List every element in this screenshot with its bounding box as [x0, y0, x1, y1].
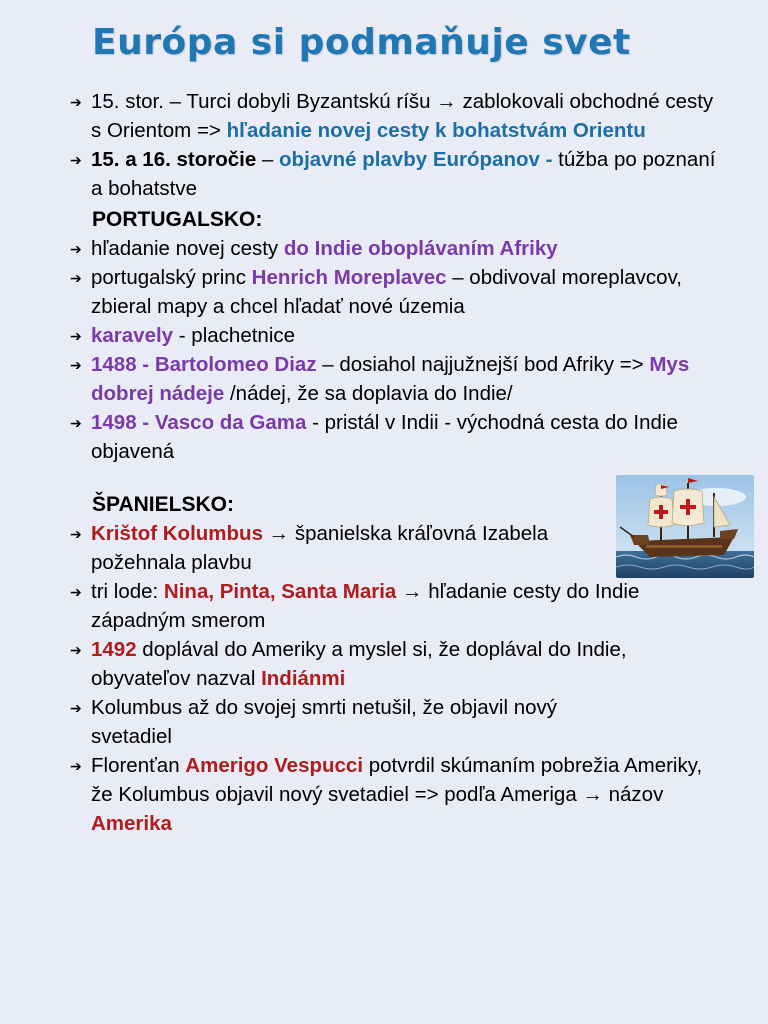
bullet-arrow-icon: ➔ [70, 415, 82, 431]
arrow-icon: → [582, 783, 603, 806]
text: túžba po poznaní a bohatstve [91, 148, 716, 200]
highlight: 1498 - Vasco da Gama [91, 411, 307, 434]
list-item [0, 263, 716, 321]
text: – obdivoval moreplavcov, zbieral mapy a chcel hľadať nové územia [91, 266, 682, 318]
text: – [256, 148, 280, 171]
highlight: Amerika [91, 812, 172, 835]
arrow-icon: → [436, 90, 457, 113]
highlight: 1488 - Bartolomeo Diaz [91, 353, 317, 376]
highlight: objavné plavby Európanov - [279, 148, 553, 171]
highlight: hľadanie novej cesty k bohatstvám Orientu [226, 119, 646, 142]
bullet-arrow-icon: ➔ [70, 241, 82, 257]
text: hľadanie cesty do Indie západným smerom [91, 580, 640, 632]
highlight: Amerigo Vespucci [185, 754, 364, 777]
bullet-arrow-icon: ➔ [70, 94, 82, 110]
bullet-arrow-icon: ➔ [70, 270, 82, 286]
list-item [0, 350, 716, 408]
text: španielska kráľovná Izabela požehnala plavbu [91, 522, 549, 574]
list-item [0, 408, 716, 466]
text: Kolumbus až do svojej smrti netušil, že objavil nový svetadiel [91, 696, 558, 748]
highlight: karavely [91, 324, 174, 347]
arrow-icon: → [402, 580, 423, 603]
text: – dosiahol najjužnejší bod Afriky => [316, 353, 650, 376]
highlight: Mys dobrej nádeje [91, 353, 690, 405]
list-item [0, 234, 716, 263]
highlight: do Indie oboplávaním Afriky [283, 237, 558, 260]
list-item [0, 577, 716, 635]
list-item [0, 321, 716, 350]
list-item [0, 145, 716, 203]
bullet-arrow-icon: ➔ [70, 526, 82, 542]
bullet-arrow-icon: ➔ [70, 357, 82, 373]
page-title: Európa si podmaňuje svet [92, 22, 631, 63]
text: potvrdil skúmaním pobrežia Ameriky, že Kolumbus objavil nový svetadiel => podľa Ameriga [91, 754, 703, 806]
bullet-arrow-icon: ➔ [70, 700, 82, 716]
highlight: 1492 [91, 638, 137, 661]
list-item [0, 635, 716, 693]
highlight: Henrich Moreplavec [251, 266, 447, 289]
caravel-ship-icon [616, 475, 754, 578]
text: tri lode: [91, 580, 164, 603]
section-heading-portugal: PORTUGALSKO: [92, 208, 263, 231]
list-item [0, 519, 611, 577]
bullet-arrow-icon: ➔ [70, 642, 82, 658]
text: Florenťan [91, 754, 186, 777]
list-item [0, 751, 716, 838]
arrow-icon: → [268, 522, 290, 545]
highlight: Krištof Kolumbus [91, 522, 263, 545]
bullet-arrow-icon: ➔ [70, 152, 82, 168]
text: /nádej, že sa doplavia do Indie/ [224, 382, 513, 405]
bullet-arrow-icon: ➔ [70, 328, 82, 344]
text: hľadanie novej cesty [91, 237, 284, 260]
list-item [0, 693, 631, 751]
bullet-arrow-icon: ➔ [70, 758, 82, 774]
highlight: Indiánmi [261, 667, 346, 690]
text: doplával do Ameriky a myslel si, že doplával do Indie, obyvateľov nazval [91, 638, 627, 690]
text: 15. stor. – Turci dobyli Byzantskú ríšu [91, 90, 437, 113]
text: názov [602, 783, 664, 806]
text: - pristál v Indii - východná cesta do Indie objavená [91, 411, 678, 463]
text: portugalský princ [91, 266, 252, 289]
content [0, 87, 768, 838]
highlight: Nina, Pinta, Santa Maria [163, 580, 397, 603]
text: - plachetnice [173, 324, 296, 347]
bold-text: 15. a 16. storočie [91, 148, 257, 171]
bullet-arrow-icon: ➔ [70, 584, 82, 600]
section-heading-spain: ŠPANIELSKO: [92, 493, 234, 516]
text: zablokovali obchodné cesty s Orientom => [91, 90, 714, 142]
list-item [0, 87, 716, 145]
